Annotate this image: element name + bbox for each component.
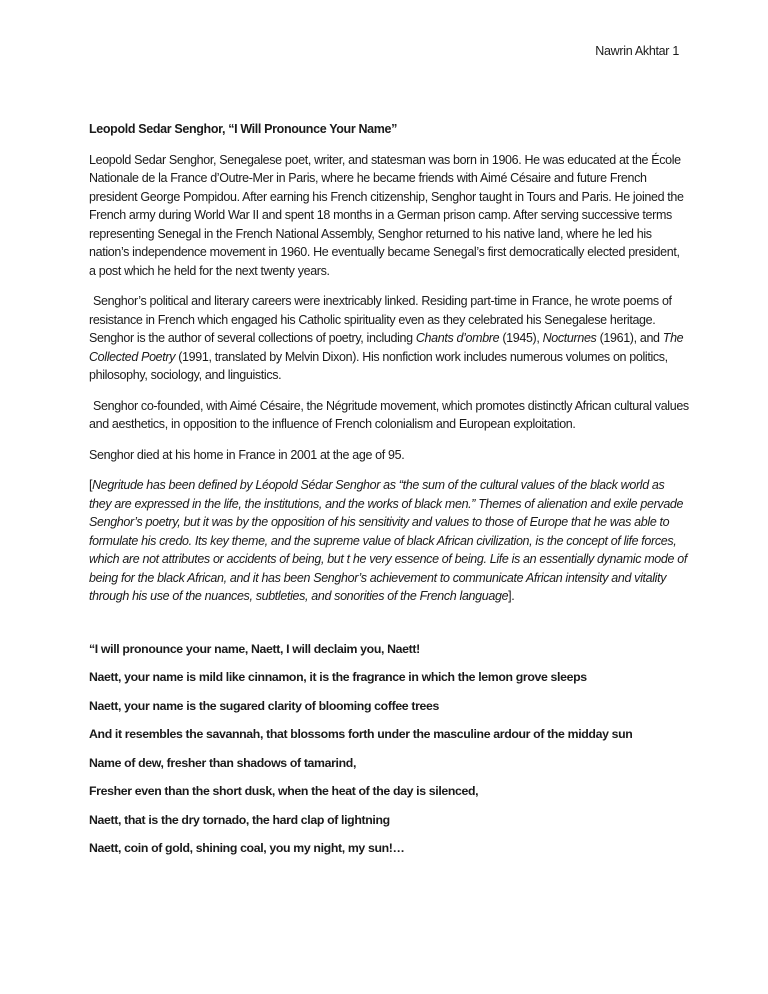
bio-paragraph-3: Senghor co-founded, with Aimé Césaire, the Négritude movement, which promotes distinctly African cultural values and aesthetics, in opposition to the influence of French colonialism and European exploitation. <box>89 398 689 431</box>
document-title: Leopold Sedar Senghor, “I Will Pronounce Your Name” <box>89 122 398 136</box>
poem-line: Naett, your name is the sugared clarity of blooming coffee trees <box>89 698 440 713</box>
quote-text: Negritude has been defined by Léopold Sédar Senghor as “the sum of the cultural values of the black world as they are expressed in the life, the institutions, and the works of black men.” Themes of alienation and exile pervade Senghor’s poetry, but it was by the opposition of his sensitivity and values to those of Europe that he was able to formulate his credo. Its key theme, and the supreme value of black African civilization, is the concept of life forces, which are not attributes or accidents of being, but t he very essence of being. Life is an essentially dynamic mode of being for the black African, and it has been Senghor’s achievement to communicate African intensity and vitality through his use of the nuances, subtleties, and sonorities of the French language <box>89 478 687 603</box>
page-header: Nawrin Akhtar 1 <box>595 44 679 58</box>
poem-line: Naett, your name is mild like cinnamon, it is the fragrance in which the lemon grove sleeps <box>89 670 587 684</box>
quote-close-bracket: ]. <box>508 589 515 603</box>
bio-paragraph-4: Senghor died at his home in France in 2001 at the age of 95. <box>89 447 405 462</box>
bio-paragraph-2 <box>89 292 689 385</box>
book-title-nocturnes: Nocturnes <box>542 331 597 345</box>
poem-excerpt <box>89 640 689 858</box>
bio-p2-text-d: (1991, translated by Melvin Dixon). His nonfiction work includes numerous volumes on politics, philosophy, sociology, and linguistics. <box>89 349 668 382</box>
book-title-chants: Chants d’ombre <box>415 331 500 345</box>
bio-paragraph-1: Leopold Sedar Senghor, Senegalese poet, writer, and statesman was born in 1906. He was educated at the École Nationale de la France d’Outre-Mer in Paris, where he became friends with Aimé Césaire and future French president George Pompidou. After earning his French citizenship, Senghor taught in Tours and Paris. He joined the French army during World War II and spent 18 months in a German prison camp. After serving successive terms representing Senegal in the French National Assembly, Senghor returned to his native land, where he led his nation’s independence movement in 1960. He eventually became Senegal’s first democratically elected president, a post which he held for the next twenty years. <box>89 152 684 278</box>
bio-p2-text-a: Senghor’s political and literary careers were inextricably linked. Residing part-time in France, he wrote poems of resistance in French which engaged his Catholic spirituality even as they celebrated his Senegalese heritage. Senghor is the author of several collections of poetry, including <box>89 294 672 345</box>
quote-open-bracket: [ <box>89 478 93 492</box>
bio-p2-text-c: (1961), and <box>596 331 663 345</box>
book-title-collected-poetry: The Collected Poetry <box>89 331 684 364</box>
poem-line: Naett, coin of gold, shining coal, you my night, my sun!… <box>89 841 405 855</box>
poem-line: Fresher even than the short dusk, when the heat of the day is silenced, <box>89 784 479 798</box>
poem-line: And it resembles the savannah, that blossoms forth under the masculine ardour of the midday sun <box>89 727 633 741</box>
negritude-quote <box>89 476 689 606</box>
bio-p2-text-b: (1945), <box>499 331 543 345</box>
poem-line: Name of dew, fresher than shadows of tamarind, <box>89 755 357 770</box>
poem-line: Naett, that is the dry tornado, the hard clap of lightning <box>89 812 390 827</box>
document-body <box>89 120 689 868</box>
poem-line: “I will pronounce your name, Naett, I will declaim you, Naett! <box>89 641 420 656</box>
